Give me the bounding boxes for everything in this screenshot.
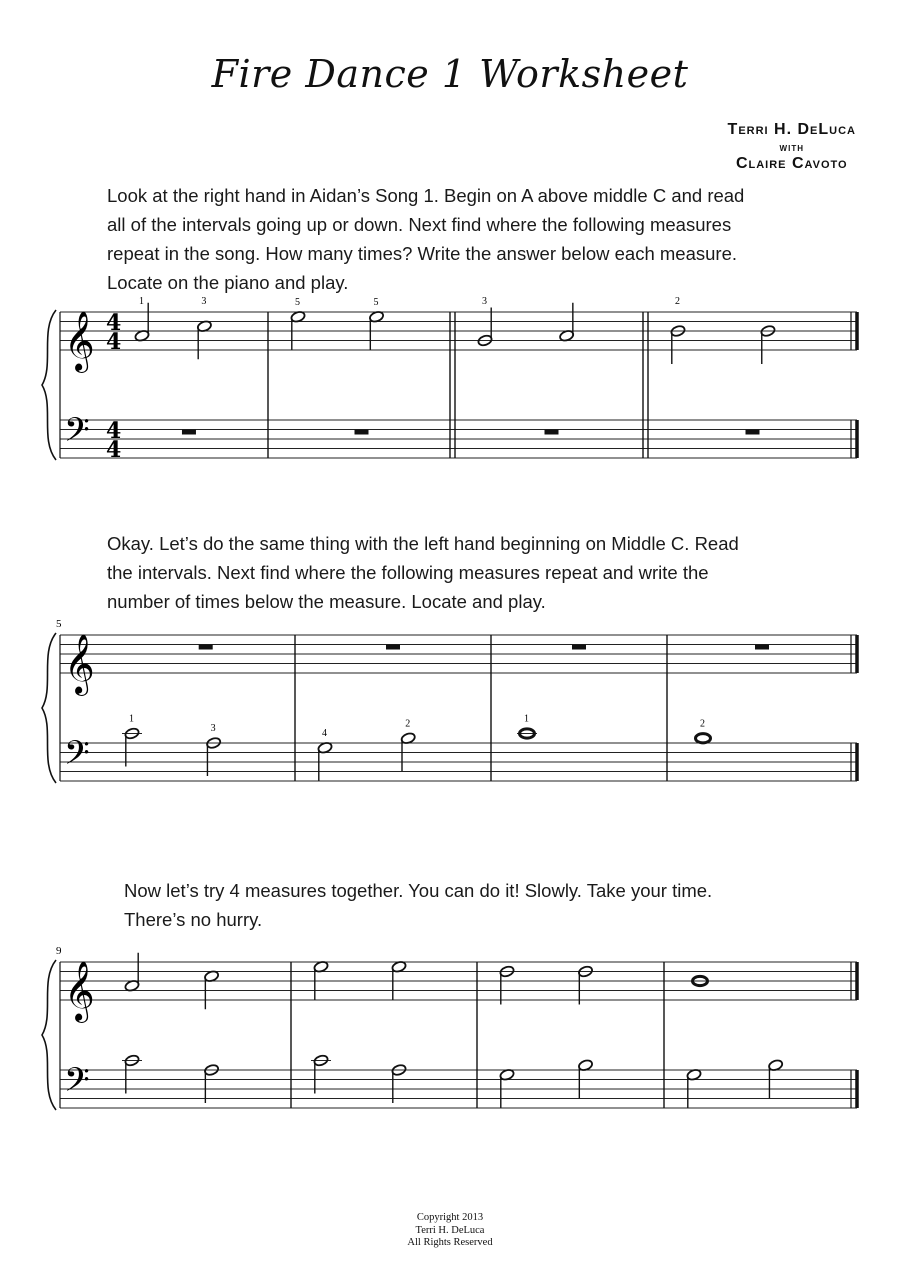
- fingering-number: 1: [139, 296, 144, 307]
- fingering-number: 2: [405, 718, 411, 730]
- whole-rest: [386, 645, 400, 650]
- time-signature-denominator: 4: [106, 329, 122, 355]
- instruction-line: the intervals. Next find where the following measures repeat and write the: [107, 562, 709, 583]
- whole-rest: [355, 430, 369, 435]
- instruction-line: Okay. Let’s do the same thing with the left hand beginning on Middle C. Read: [107, 533, 739, 554]
- fingering-number: 5: [373, 296, 379, 308]
- bass-clef-icon: 𝄢: [64, 1061, 90, 1108]
- bass-clef-icon: 𝄢: [64, 411, 90, 458]
- fingering-number: 3: [482, 296, 487, 307]
- whole-rest: [182, 430, 196, 435]
- measure-number: 9: [56, 945, 62, 957]
- whole-rest: [545, 430, 559, 435]
- instruction-line: Now let’s try 4 measures together. You can do it! Slowly. Take your time.: [124, 880, 713, 901]
- copyright-footer: [0, 1212, 900, 1250]
- time-signature-denominator: 4: [106, 437, 122, 463]
- music-system-2: [0, 615, 900, 805]
- instruction-line: Look at the right hand in Aidan’s Song 1. Begin on A above middle C and read: [107, 185, 745, 206]
- whole-rest: [755, 645, 769, 650]
- fingering-number: 2: [700, 718, 705, 730]
- music-system-1: [0, 290, 900, 480]
- treble-clef-icon: 𝄞: [64, 634, 95, 694]
- fingering-number: 1: [524, 713, 529, 725]
- fingering-number: 3: [201, 296, 207, 307]
- fingering-number: 2: [675, 296, 680, 307]
- copyright-line: Copyright 2013: [416, 1212, 484, 1223]
- copyright-author: Terri H. DeLuca: [415, 1224, 485, 1236]
- brace-icon: [42, 960, 56, 1110]
- coauthor-name: Claire Cavoto: [735, 155, 848, 172]
- fingering-number: 1: [129, 713, 134, 725]
- instruction-line: number of times below the measure. Locate and play.: [107, 591, 546, 612]
- whole-rest: [572, 645, 586, 650]
- author-credits: [728, 120, 856, 174]
- brace-icon: [42, 633, 56, 783]
- copyright-rights: All Rights Reserved: [407, 1237, 493, 1248]
- whole-rest: [199, 645, 213, 650]
- instruction-line: Locate on the piano and play.: [107, 272, 349, 293]
- fingering-number: 3: [210, 723, 216, 734]
- treble-clef-icon: 𝄞: [64, 311, 95, 371]
- instruction-line: There’s no hurry.: [124, 909, 263, 930]
- with-label: with: [779, 140, 804, 154]
- fingering-number: 4: [322, 727, 327, 739]
- measure-number: 5: [56, 618, 62, 630]
- fingering-number: 5: [295, 296, 300, 308]
- music-system-3: [0, 946, 900, 1136]
- author-name: Terri H. DeLuca: [727, 121, 856, 138]
- instruction-2: [107, 529, 867, 616]
- instruction-line: repeat in the song. How many times? Write the answer below each measure.: [107, 243, 737, 264]
- time-signature-numerator: 4: [106, 310, 122, 336]
- instruction-line: all of the intervals going up or down. Next find where the following measures: [107, 214, 732, 235]
- time-signature-numerator: 4: [106, 418, 122, 444]
- page-title: Fire Dance 1 Worksheet: [211, 52, 689, 96]
- instruction-3: [124, 876, 864, 934]
- whole-rest: [746, 430, 760, 435]
- bass-clef-icon: 𝄢: [64, 734, 90, 781]
- instruction-1: [107, 181, 867, 297]
- whole-note: [696, 734, 711, 743]
- treble-clef-icon: 𝄞: [64, 961, 95, 1021]
- brace-icon: [42, 310, 56, 460]
